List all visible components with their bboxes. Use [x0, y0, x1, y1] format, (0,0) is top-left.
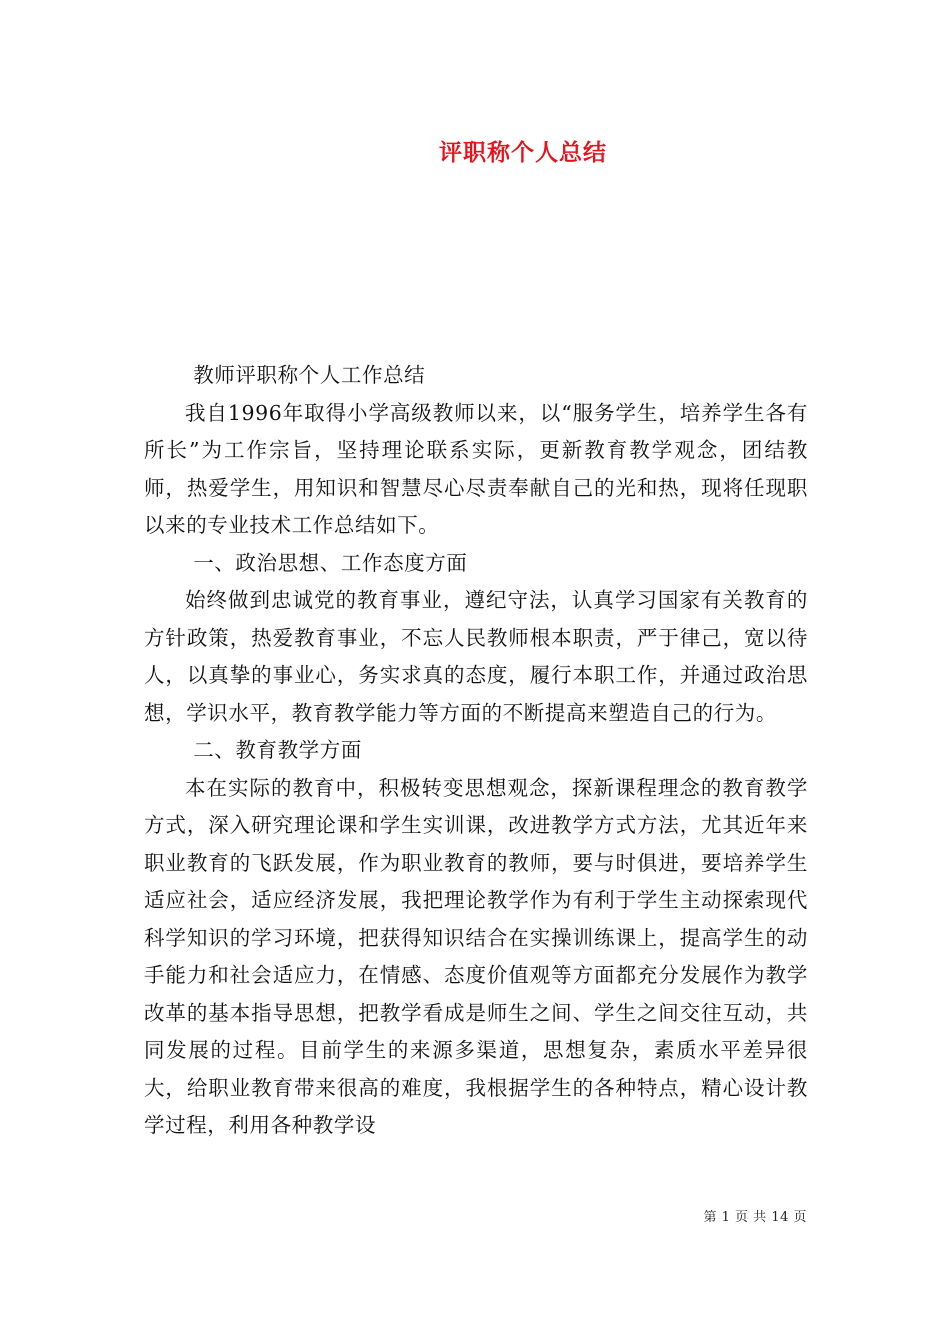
section-heading-teaching: 二、教育教学方面 — [193, 738, 362, 762]
paragraph-politics: 始终做到忠诚党的教育事业，遵纪守法，认真学习国家有关教育的方针政策，热爱教育事业，不忘人民教师根本职责，严于律己，宽以待人，以真挚的事业心，务实求真的态度，履行本职工作，并通过政治思想，学识水平，教育教学能力等方面的不断提高来塑造自己的行为。 — [144, 588, 808, 725]
document-body — [144, 357, 808, 1145]
document-subtitle: 教师评职称个人工作总结 — [193, 363, 426, 387]
paragraph-teaching: 本在实际的教育中，积极转变思想观念，探新课程理念的教育教学方式，深入研究理论课和学生实训课，改进教学方式方法，尤其近年来职业教育的飞跃发展，作为职业教育的教师，要与时俱进，要培养学生适应社会，适应经济发展，我把理论教学作为有利于学生主动探索现代科学知识的学习环境，把获得知识结合在实操训练课上，提高学生的动手能力和社会适应力，在情感、态度价值观等方面都充分发展作为教学改革的基本指导思想，把教学看成是师生之间、学生之间交往互动，共同发展的过程。目前学生的来源多渠道，思想复杂，素质水平差异很大，给职业教育带来很高的难度，我根据学生的各种特点，精心设计教学过程，利用各种教学设 — [144, 775, 808, 1137]
paragraph-intro: 我自1996年取得小学高级教师以来，以“服务学生，培养学生各有所长”为工作宗旨，坚持理论联系实际，更新教育教学观念，团结教师，热爱学生，用知识和智慧尽心尽责奉献自己的光和热，现将任现职以来的专业技术工作总结如下。 — [144, 400, 808, 537]
document-title: 评职称个人总结 — [439, 139, 607, 166]
section-heading-politics: 一、政治思想、工作态度方面 — [193, 550, 468, 575]
page-number: 第 1 页 共 14 页 — [703, 1210, 807, 1225]
